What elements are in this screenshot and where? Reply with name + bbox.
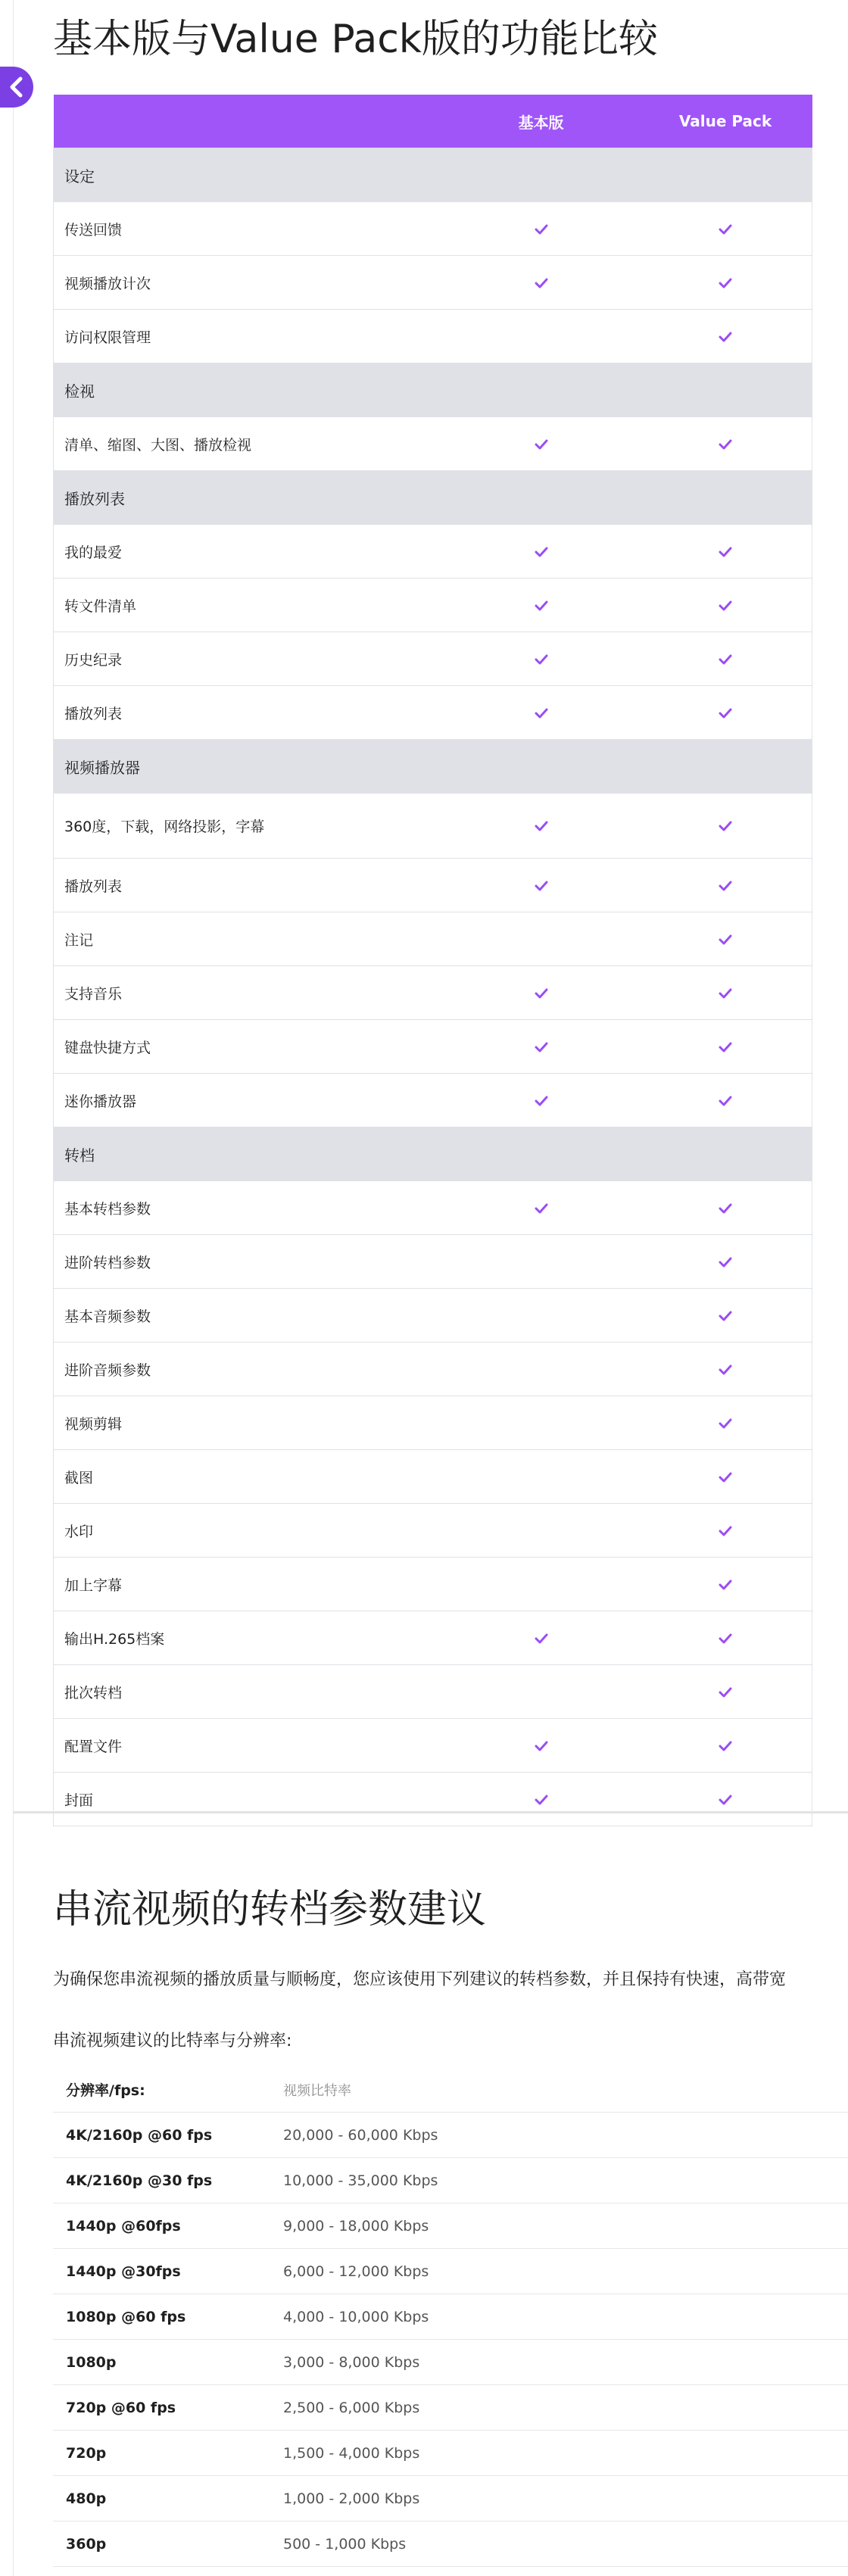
basic-cell <box>444 1665 639 1719</box>
feature-row <box>54 417 812 471</box>
resolution: 4K/2160p @60 fps <box>66 2126 213 2144</box>
basic-cell <box>444 1450 639 1504</box>
bitrate-header <box>53 2067 848 2113</box>
check-icon <box>535 1737 548 1754</box>
check-icon <box>719 984 732 1001</box>
basic-cell <box>444 1719 639 1773</box>
feature-row <box>54 256 812 310</box>
check-icon <box>535 435 548 452</box>
feature-row <box>54 912 812 966</box>
feature-label: 访问权限管理 <box>54 310 444 363</box>
check-icon <box>535 543 548 560</box>
header-value-pack: Value Pack <box>639 95 812 148</box>
feature-label: 历史纪录 <box>54 632 444 686</box>
basic-cell <box>444 794 639 859</box>
feature-label: 进阶音频参数 <box>54 1343 444 1396</box>
feature-label: 注记 <box>54 912 444 966</box>
feature-row <box>54 794 812 859</box>
bitrate-row <box>53 2521 848 2567</box>
category-label: 播放列表 <box>54 471 812 525</box>
basic-cell <box>444 1558 639 1611</box>
feature-label: 进阶转档参数 <box>54 1235 444 1289</box>
check-icon <box>535 984 548 1001</box>
bitrate-row <box>53 2340 848 2385</box>
basic-cell <box>444 1235 639 1289</box>
feature-row <box>54 1074 812 1127</box>
value-pack-cell <box>639 1611 812 1665</box>
check-icon <box>719 220 732 237</box>
value-pack-cell <box>639 1504 812 1558</box>
feature-label: 传送回馈 <box>54 202 444 256</box>
bitrate-row <box>53 2249 848 2294</box>
header-basic: 基本版 <box>444 95 639 148</box>
check-icon <box>535 818 548 834</box>
value-pack-cell <box>639 525 812 579</box>
check-icon <box>719 818 732 834</box>
feature-row <box>54 1235 812 1289</box>
check-icon <box>535 704 548 721</box>
check-icon <box>719 1683 732 1700</box>
value-pack-cell <box>639 1450 812 1504</box>
category-label: 视频播放器 <box>54 740 812 794</box>
feature-label: 配置文件 <box>54 1719 444 1773</box>
left-rail-line <box>13 0 14 2576</box>
value-pack-cell <box>639 1289 812 1343</box>
value-pack-cell <box>639 859 812 912</box>
check-icon <box>719 1414 732 1431</box>
resolution: 1080p @60 fps <box>66 2308 186 2325</box>
value-pack-cell <box>639 310 812 363</box>
basic-cell <box>444 579 639 632</box>
resolution: 720p <box>66 2444 107 2462</box>
feature-row <box>54 632 812 686</box>
header-resolution: 分辨率/fps: <box>66 2082 145 2099</box>
value-pack-cell <box>639 1665 812 1719</box>
value-pack-cell <box>639 1773 812 1826</box>
bitrate-row <box>53 2294 848 2340</box>
comparison-table <box>53 95 812 1826</box>
feature-row <box>54 1665 812 1719</box>
feature-row <box>54 202 812 256</box>
feature-label: 播放列表 <box>54 686 444 740</box>
value-pack-cell <box>639 1235 812 1289</box>
check-icon <box>535 1092 548 1109</box>
comparison-header <box>54 95 812 148</box>
basic-cell <box>444 525 639 579</box>
bitrate-row <box>53 2203 848 2249</box>
check-icon <box>719 435 732 452</box>
basic-cell <box>444 966 639 1020</box>
check-icon <box>719 1737 732 1754</box>
basic-cell <box>444 1074 639 1127</box>
basic-cell <box>444 310 639 363</box>
bitrate: 500 - 1,000 Kbps <box>283 2535 407 2553</box>
check-icon <box>719 1307 732 1324</box>
value-pack-cell <box>639 686 812 740</box>
check-icon <box>719 1092 732 1109</box>
check-icon <box>719 877 732 893</box>
check-icon <box>535 597 548 613</box>
check-icon <box>535 877 548 893</box>
check-icon <box>719 1199 732 1216</box>
feature-label: 视频剪辑 <box>54 1396 444 1450</box>
category-row <box>54 471 812 525</box>
basic-cell <box>444 1504 639 1558</box>
basic-cell <box>444 632 639 686</box>
check-icon <box>719 1629 732 1646</box>
basic-cell <box>444 912 639 966</box>
basic-cell <box>444 859 639 912</box>
feature-row <box>54 1611 812 1665</box>
resolution: 480p <box>66 2490 107 2507</box>
category-row <box>54 740 812 794</box>
value-pack-cell <box>639 1396 812 1450</box>
basic-cell <box>444 1020 639 1074</box>
feature-label: 播放列表 <box>54 859 444 912</box>
bitrate-row <box>53 2476 848 2521</box>
bitrate: 4,000 - 10,000 Kbps <box>283 2308 429 2325</box>
bitrate: 9,000 - 18,000 Kbps <box>283 2217 429 2235</box>
feature-label: 基本转档参数 <box>54 1181 444 1235</box>
feature-row <box>54 1396 812 1450</box>
value-pack-cell <box>639 1558 812 1611</box>
resolution: 4K/2160p @30 fps <box>66 2172 213 2189</box>
value-pack-cell <box>639 1020 812 1074</box>
feature-label: 加上字幕 <box>54 1558 444 1611</box>
basic-cell <box>444 1773 639 1826</box>
header-feature <box>54 95 444 148</box>
category-label: 检视 <box>54 363 812 417</box>
feature-row <box>54 1289 812 1343</box>
check-icon <box>535 1038 548 1055</box>
bitrate: 2,500 - 6,000 Kbps <box>283 2399 420 2416</box>
feature-row <box>54 1181 812 1235</box>
basic-cell <box>444 256 639 310</box>
bitrate-row <box>53 2158 848 2203</box>
category-row <box>54 148 812 202</box>
feature-label: 输出H.265档案 <box>54 1611 444 1665</box>
check-icon <box>719 597 732 613</box>
basic-cell <box>444 1289 639 1343</box>
feature-label: 迷你播放器 <box>54 1074 444 1127</box>
check-icon <box>719 1038 732 1055</box>
basic-cell <box>444 202 639 256</box>
feature-label: 封面 <box>54 1773 444 1826</box>
check-icon <box>719 1361 732 1377</box>
header-bitrate: 视频比特率 <box>283 2082 351 2099</box>
basic-cell <box>444 1181 639 1235</box>
check-icon <box>535 220 548 237</box>
value-pack-cell <box>639 1719 812 1773</box>
bitrate: 1,000 - 2,000 Kbps <box>283 2490 420 2507</box>
feature-row <box>54 1719 812 1773</box>
basic-cell <box>444 686 639 740</box>
check-icon <box>535 1629 548 1646</box>
value-pack-cell <box>639 632 812 686</box>
feature-label: 基本音频参数 <box>54 1289 444 1343</box>
resolution: 720p @60 fps <box>66 2399 176 2416</box>
section-divider <box>13 1811 848 1813</box>
feature-label: 视频播放计次 <box>54 256 444 310</box>
check-icon <box>535 274 548 291</box>
comparison-title: 基本版与Value Pack版的功能比较 <box>53 17 658 62</box>
value-pack-cell <box>639 794 812 859</box>
check-icon <box>719 1468 732 1485</box>
value-pack-cell <box>639 202 812 256</box>
feature-row <box>54 1504 812 1558</box>
check-icon <box>719 650 732 667</box>
basic-cell <box>444 1611 639 1665</box>
feature-label: 转文件清单 <box>54 579 444 632</box>
check-icon <box>535 650 548 667</box>
check-icon <box>719 1791 732 1807</box>
check-icon <box>535 1199 548 1216</box>
basic-cell <box>444 1343 639 1396</box>
bitrate-row <box>53 2113 848 2158</box>
category-row <box>54 1127 812 1181</box>
bitrate: 1,500 - 4,000 Kbps <box>283 2444 420 2462</box>
resolution: 1080p <box>66 2353 117 2371</box>
check-icon <box>719 931 732 947</box>
feature-row <box>54 1773 812 1826</box>
feature-row <box>54 579 812 632</box>
value-pack-cell <box>639 1343 812 1396</box>
streaming-title: 串流视频的转档参数建议 <box>53 1887 487 1932</box>
value-pack-cell <box>639 256 812 310</box>
bitrate-row <box>53 2385 848 2431</box>
bitrate-row <box>53 2431 848 2476</box>
value-pack-cell <box>639 417 812 471</box>
basic-cell <box>444 1396 639 1450</box>
value-pack-cell <box>639 966 812 1020</box>
bitrate-table <box>53 2067 848 2567</box>
feature-row <box>54 1020 812 1074</box>
check-icon <box>719 543 732 560</box>
feature-label: 键盘快捷方式 <box>54 1020 444 1074</box>
chevron-left-icon <box>8 76 26 98</box>
resolution: 1440p @60fps <box>66 2217 181 2235</box>
feature-row <box>54 310 812 363</box>
bitrate: 10,000 - 35,000 Kbps <box>283 2172 438 2189</box>
category-label: 转档 <box>54 1127 812 1181</box>
bitrate: 6,000 - 12,000 Kbps <box>283 2263 429 2280</box>
feature-row <box>54 1343 812 1396</box>
resolution: 1440p @30fps <box>66 2263 181 2280</box>
intro-text: 为确保您串流视频的播放质量与顺畅度，您应该使用下列建议的转档参数，并且保持有快速，高带宽 <box>53 1970 787 1989</box>
feature-row <box>54 1558 812 1611</box>
value-pack-cell <box>639 1181 812 1235</box>
check-icon <box>719 274 732 291</box>
category-row <box>54 363 812 417</box>
value-pack-cell <box>639 1074 812 1127</box>
feature-row <box>54 686 812 740</box>
feature-row <box>54 859 812 912</box>
basic-cell <box>444 417 639 471</box>
value-pack-cell <box>639 579 812 632</box>
category-label: 设定 <box>54 148 812 202</box>
check-icon <box>719 1253 732 1270</box>
back-button[interactable] <box>0 67 33 108</box>
resolution: 360p <box>66 2535 107 2553</box>
feature-label: 批次转档 <box>54 1665 444 1719</box>
check-icon <box>719 704 732 721</box>
feature-label: 我的最爱 <box>54 525 444 579</box>
check-icon <box>535 1791 548 1807</box>
feature-row <box>54 1450 812 1504</box>
feature-label: 水印 <box>54 1504 444 1558</box>
feature-label: 支持音乐 <box>54 966 444 1020</box>
feature-label: 清单、缩图、大图、播放检视 <box>54 417 444 471</box>
check-icon <box>719 1576 732 1592</box>
feature-label: 360度，下载，网络投影，字幕 <box>54 794 444 859</box>
bitrate: 3,000 - 8,000 Kbps <box>283 2353 420 2371</box>
bitrate: 20,000 - 60,000 Kbps <box>283 2126 438 2144</box>
bitrate-subhead: 串流视频建议的比特率与分辨率: <box>53 2032 292 2051</box>
feature-label: 截图 <box>54 1450 444 1504</box>
check-icon <box>719 1522 732 1539</box>
feature-row <box>54 525 812 579</box>
check-icon <box>719 328 732 345</box>
value-pack-cell <box>639 912 812 966</box>
feature-row <box>54 966 812 1020</box>
